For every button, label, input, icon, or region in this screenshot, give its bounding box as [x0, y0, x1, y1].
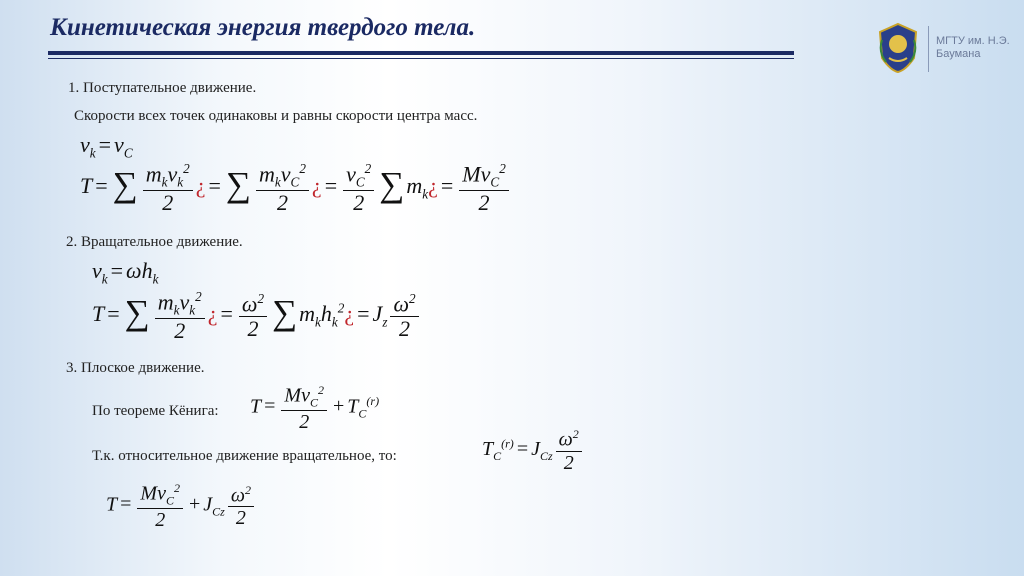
section-1-title: 1. Поступательное движение.: [68, 80, 257, 96]
section-2-title: 2. Вращательное движение.: [66, 234, 243, 250]
title-underline-thin: [48, 58, 794, 59]
konig-theorem-label: По теореме Кёнига:: [92, 403, 219, 419]
formula-relative-energy: $T_C^{(r)} = J_{Cz}$ $\frac{\omega^2}{2}$: [482, 428, 585, 473]
section-1-text: Скорости всех точек одинаковы и равны скорости центра масс.: [74, 108, 478, 124]
university-crest-icon: [876, 22, 920, 74]
formula-plane-motion-energy: T = $\frac{Mv_C^2}{2}$ + $J_{Cz}$ $\frac{\omega^2}{2}$: [106, 482, 257, 530]
university-name-line1: МГТУ им. Н.Э.: [936, 35, 1010, 47]
logo-separator: [928, 26, 929, 72]
formula-konig: T = $\frac{Mv_C^2}{2}$ + $T_C^{(r)}$: [250, 383, 380, 433]
formula-rotational-energy: T = ∑ $\frac{m_kv_k^2}{2}$ ¿ = $\frac{\omega^2}{2}$ $\sum m_kh_k^2¿ = J_z$ $\frac{\omega^2}{2}$: [92, 290, 422, 342]
section-3-title: 3. Плоское движение.: [66, 360, 205, 376]
university-name: [936, 35, 1010, 61]
slide-title: Кинетическая энергия твердого тела.: [50, 14, 476, 41]
title-underline-thick: [48, 51, 794, 55]
formula-translational-velocity: $v_k = v_C$: [80, 132, 133, 161]
formula-rotational-velocity: $v_k = \omega h_k$: [92, 258, 159, 287]
university-name-line2: Баумана: [936, 48, 981, 60]
formula-translational-energy: T = ∑ $\frac{m_kv_k^2}{2}$ ¿ = ∑ $\frac{m_kv_C^2}{2}$ ¿ = $\frac{v_C^2}{2}$ $\sum m_k¿$ = $\frac{Mv_C^2}{2}$: [80, 162, 512, 214]
relative-motion-text: Т.к. относительное движение вращательное, то:: [92, 448, 397, 464]
